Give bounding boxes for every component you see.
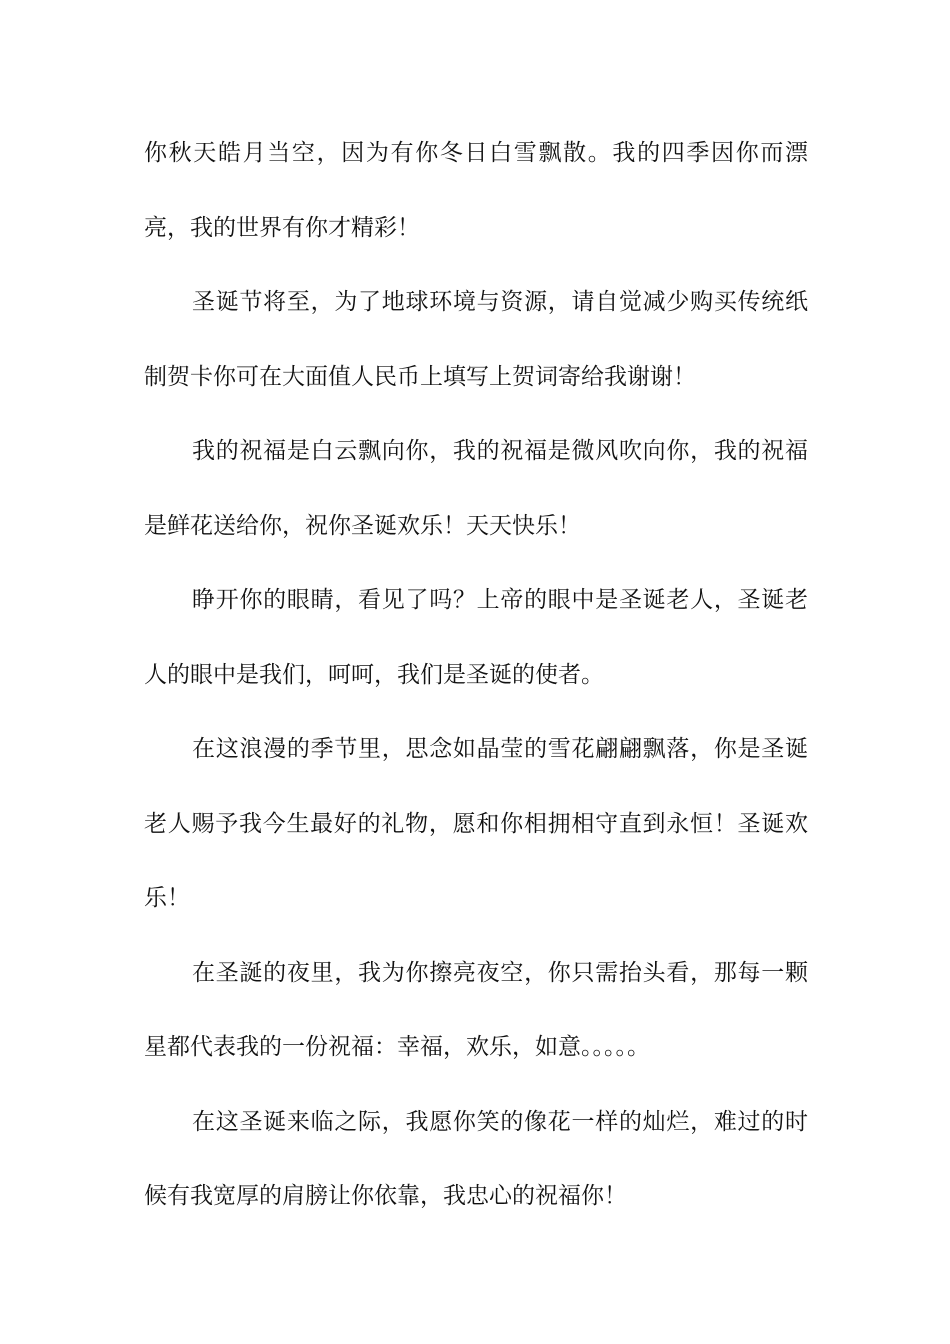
- paragraph-4: 睁开你的眼睛，看见了吗？上帝的眼中是圣诞老人，圣诞老人的眼中是我们，呵呵，我们是圣诞的使者。: [144, 587, 808, 688]
- paragraph-6: 在圣誕的夜里，我为你擦亮夜空，你只需抬头看，那每一颗星都代表我的一份祝福：幸福，欢乐，如意。。。。。: [144, 959, 808, 1060]
- paragraph-2: 圣诞节将至，为了地球环境与资源，请自觉减少购买传统纸制贺卡你可在大面值人民币上填写上贺词寄给我谢谢！: [144, 289, 808, 390]
- paragraph-5: 在这浪漫的季节里，思念如晶莹的雪花翩翩飘落，你是圣诞老人赐予我今生最好的礼物，愿和你相拥相守直到永恒！圣诞欢乐！: [144, 736, 808, 911]
- paragraph-7: 在这圣诞来临之际，我愿你笑的像花一样的灿烂，难过的时候有我宽厚的肩膀让你依靠，我忠心的祝福你！: [144, 1108, 808, 1209]
- document-body: [144, 116, 808, 1234]
- paragraph-3: 我的祝福是白云飘向你，我的祝福是微风吹向你，我的祝福是鲜花送给你，祝你圣诞欢乐！天天快乐！: [144, 438, 808, 539]
- paragraph-1: 你秋天皓月当空，因为有你冬日白雪飘散。我的四季因你而漂亮，我的世界有你才精彩！: [144, 140, 808, 241]
